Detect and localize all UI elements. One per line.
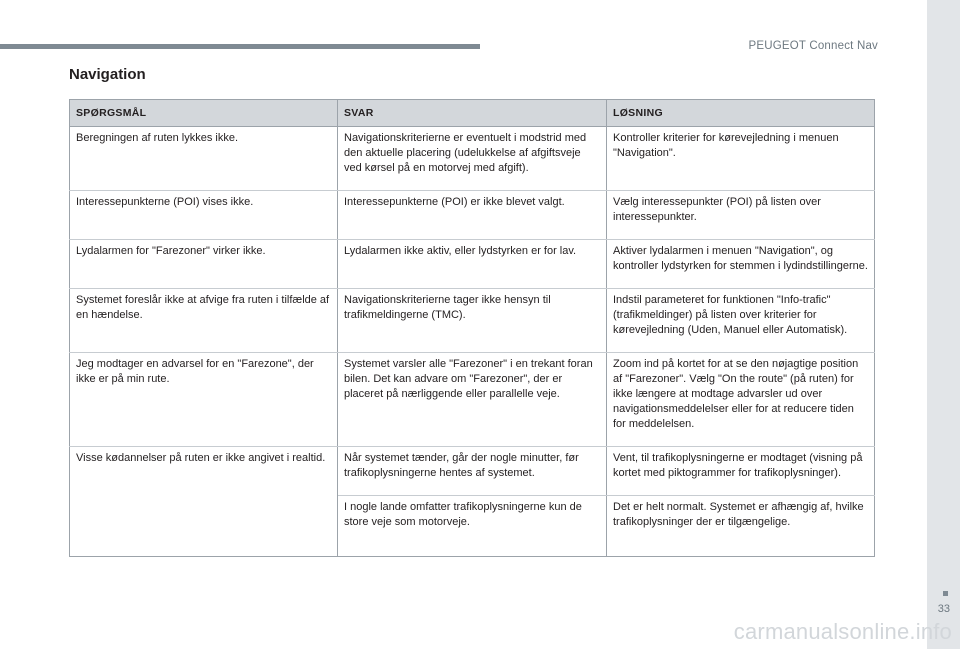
- header-rule: [0, 44, 480, 49]
- solution-cell: Aktiver lydalarmen i menuen "Navigation", og kontroller lydstyrken for stemmen i lydindstillingerne.: [607, 240, 875, 289]
- solution-cell: Indstil parameteret for funktionen "Info-trafic" (trafikmeldinger) på listen over kriterier for kørevejledning (Uden, Manuel eller Automatisk).: [607, 289, 875, 353]
- table-row: [70, 447, 875, 496]
- answer-cell: Navigationskriterierne er eventuelt i modstrid med den aktuelle placering (udelukkelse af afgiftsveje ved kørsel på en motorvej med afgift).: [338, 127, 607, 191]
- table-row: [70, 191, 875, 240]
- table-header-row: [70, 100, 875, 127]
- header-title: PEUGEOT Connect Nav: [748, 40, 878, 52]
- solution-cell: Vent, til trafikoplysningerne er modtaget (visning på kortet med piktogrammer for trafikoplysninger).: [607, 447, 875, 496]
- page-edge-strip: [927, 0, 960, 649]
- answer-cell: I nogle lande omfatter trafikoplysningerne kun de store veje som motorveje.: [338, 496, 607, 557]
- page-number: 33: [937, 603, 950, 615]
- question-cell: Lydalarmen for "Farezoner" virker ikke.: [70, 240, 338, 289]
- solution-cell: Det er helt normalt. Systemet er afhængig af, hvilke trafikoplysninger der er tilgængelige.: [607, 496, 875, 557]
- question-cell: Jeg modtager en advarsel for en "Farezone", der ikke er på min rute.: [70, 353, 338, 447]
- answer-cell: Navigationskriterierne tager ikke hensyn til trafikmeldingerne (TMC).: [338, 289, 607, 353]
- column-header-answer: SVAR: [338, 100, 607, 127]
- question-cell: Systemet foreslår ikke at afvige fra ruten i tilfælde af en hændelse.: [70, 289, 338, 353]
- question-cell: Interessepunkterne (POI) vises ikke.: [70, 191, 338, 240]
- answer-cell: Systemet varsler alle "Farezoner" i en trekant foran bilen. Det kan advare om "Farezoner", der er placeret på nærliggende eller parallelle veje.: [338, 353, 607, 447]
- question-cell: Visse kødannelser på ruten er ikke angivet i realtid.: [70, 447, 338, 557]
- page-marker-icon: [943, 591, 948, 596]
- solution-cell: Vælg interessepunkter (POI) på listen over interessepunkter.: [607, 191, 875, 240]
- troubleshooting-table: [69, 99, 875, 557]
- solution-cell: Kontroller kriterier for kørevejledning i menuen "Navigation".: [607, 127, 875, 191]
- column-header-question: SPØRGSMÅL: [70, 100, 338, 127]
- table-row: [70, 127, 875, 191]
- answer-cell: Interessepunkterne (POI) er ikke blevet valgt.: [338, 191, 607, 240]
- section-title: Navigation: [69, 66, 146, 83]
- table-row: [70, 240, 875, 289]
- answer-cell: Lydalarmen ikke aktiv, eller lydstyrken er for lav.: [338, 240, 607, 289]
- answer-cell: Når systemet tænder, går der nogle minutter, før trafikoplysningerne hentes af systemet.: [338, 447, 607, 496]
- table-row: [70, 353, 875, 447]
- solution-cell: Zoom ind på kortet for at se den nøjagtige position af "Farezoner". Vælg "On the route" (på ruten) for ikke længere at modtage advarsler ud over navigationsmeddelelser eller for at reducere tiden for meddelelsen.: [607, 353, 875, 447]
- table-row: [70, 289, 875, 353]
- watermark: carmanualsonline.info: [733, 619, 952, 644]
- question-cell: Beregningen af ruten lykkes ikke.: [70, 127, 338, 191]
- column-header-solution: LØSNING: [607, 100, 875, 127]
